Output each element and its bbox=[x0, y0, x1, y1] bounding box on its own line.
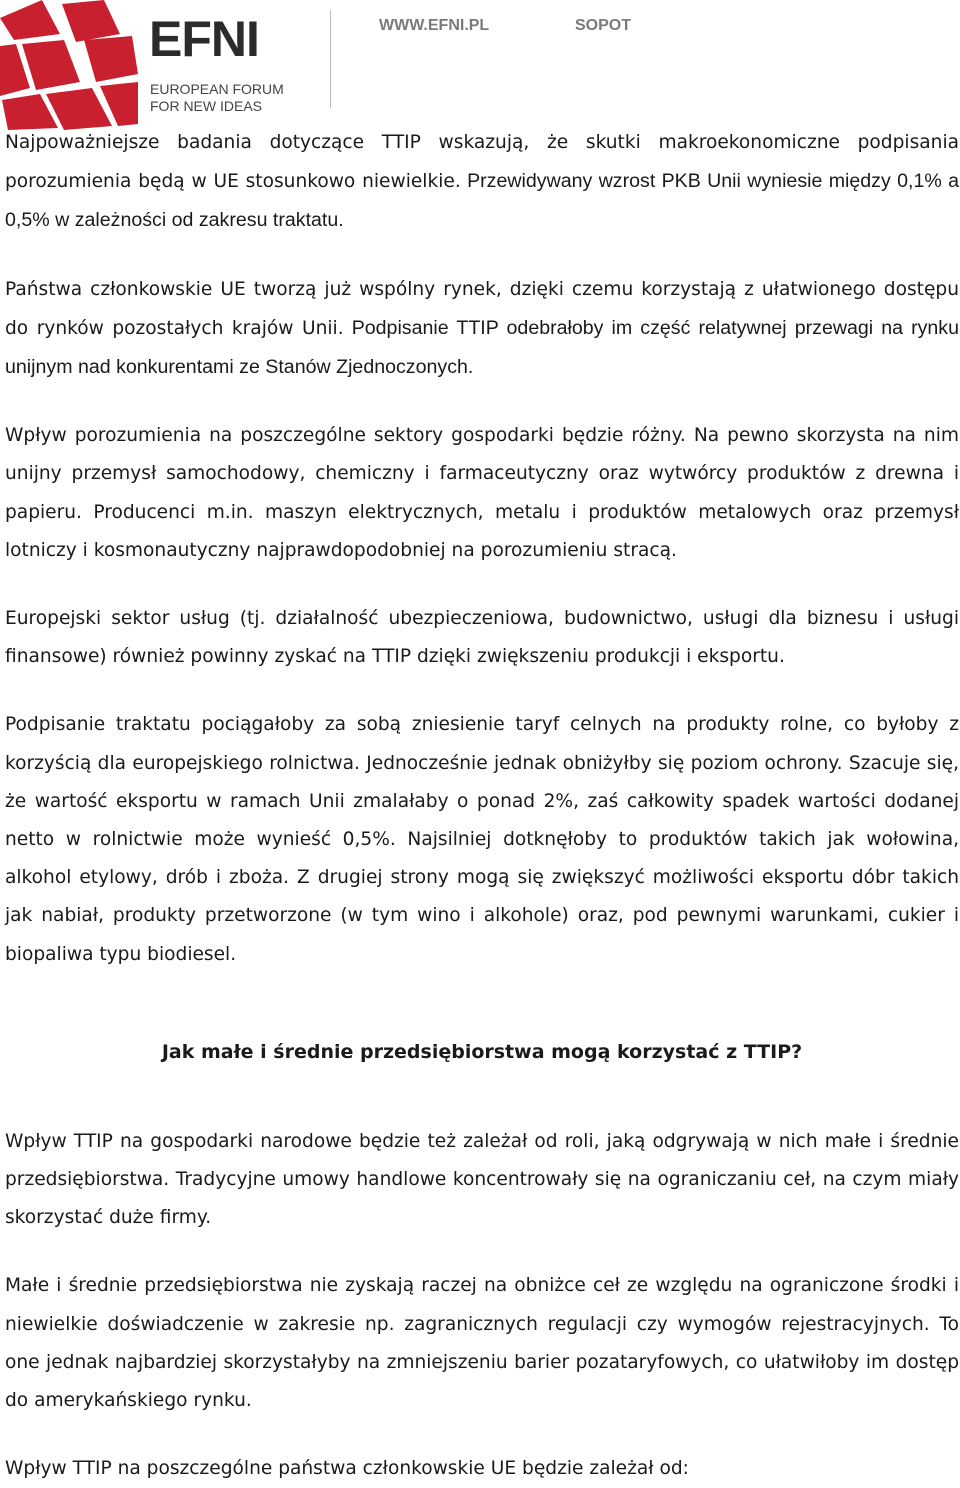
paragraph-sectors: Wpływ porozumienia na poszczególne sektory gospodarki będzie różny. Na pewno skorzysta na nim unijny przemysł samochodowy, chemiczny i farmaceutyczny oraz wytwórcy produktów z drewna i papieru. Producenci m.in. maszyn elektrycznych, metalu i produktów metalowych oraz przemysł lotniczy i kosmonautyczny najprawdopodobniej na porozumieniu stracą. bbox=[5, 425, 959, 561]
paragraph-agriculture: Podpisanie traktatu pociągałoby za sobą zniesienie taryf celnych na produkty rolne, co byłoby z korzyścią dla europejskiego rolnictwa. Jednocześnie jednak obniżyłby się poziom ochrony. Szacuje się, że wartość eksportu w ramach Unii zmalałaby o ponad 2%, zaś całkowity spadek wartości dodanej netto w rolnictwie może wynieść 0,5%. Najsilniej dotknęłoby to produktów takich jak wołowina, alkohol etylowy, drób i zboża. Z drugiej strony mogą się zwiększyć możliwości eksportu dóbr takich jak nabiał, produkty przetworzone (w tym wino i alkohole) oraz, pod pewnymi warunkami, cukier i biopaliwa typu biodiesel. bbox=[5, 714, 959, 965]
paragraph-text-condensed: Podpisanie TTIP odebrałoby im część relatywnej przewagi na rynku unijnym nad konkurentami ze Stanów Zjednoczonych. bbox=[5, 316, 959, 379]
section-heading: Jak małe i średnie przedsiębiorstwa mogą korzystać z TTIP? bbox=[161, 1040, 803, 1063]
brand-subtitle bbox=[150, 81, 284, 115]
paragraph-single-market bbox=[5, 271, 959, 388]
paragraph-gdp-impact bbox=[5, 124, 959, 241]
efni-logo-mark-icon bbox=[0, 0, 140, 130]
document-body bbox=[5, 124, 959, 1488]
paragraph-text: Państwa członkowskie UE tworzą już wspólny rynek, dzięki czemu korzystają z ułatwionego dostępu do rynków pozostałych krajów Unii. bbox=[5, 278, 959, 339]
brand-subtitle-line-1: EUROPEAN FORUM bbox=[150, 81, 284, 97]
website-url[interactable]: WWW.EFNI.PL bbox=[379, 17, 490, 34]
paragraph-services: Europejski sektor usług (tj. działalność ubezpieczeniowa, budownictwo, usługi dla biznesu i usługi finansowe) również powinny zyskać na TTIP dzięki zwiększeniu produkcji i eksportu. bbox=[5, 608, 959, 668]
paragraph-text-condensed: Przewidywany wzrost PKB Unii wyniesie między 0,1% a 0,5% w zależności od zakresu traktatu. bbox=[5, 170, 960, 232]
paragraph-sme-role: Wpływ TTIP na gospodarki narodowe będzie też zależał od roli, jaką odgrywają w nich małe i średnie przedsiębiorstwa. Tradycyjne umowy handlowe koncentrowały się na ograniczaniu ceł, na czym miały skorzystać duże firmy. bbox=[5, 1130, 959, 1229]
city-label: SOPOT bbox=[575, 17, 632, 34]
paragraph-member-states: Wpływ TTIP na poszczególne państwa członkowskie UE będzie zależał od: bbox=[5, 1458, 689, 1480]
page-header bbox=[0, 0, 960, 118]
header-divider bbox=[330, 10, 331, 108]
paragraph-text: Najpoważniejsze badania dotyczące TTIP wskazują, że skutki makroekonomiczne podpisania porozumienia będą w UE stosunkowo niewielkie. bbox=[5, 132, 959, 193]
paragraph-sme-barriers: Małe i średnie przedsiębiorstwa nie zyskają raczej na obniżce ceł ze względu na ograniczone środki i niewielkie doświadczenie w zakresie np. zagranicznych regulacji czy wymogów rejestracyjnych. To one jednak najbardziej skorzystałyby na zmniejszeniu barier pozataryfowych, co ułatwiłoby im dostęp do amerykańskiego rynku. bbox=[5, 1275, 959, 1412]
brand-subtitle-line-2: FOR NEW IDEAS bbox=[150, 98, 263, 114]
brand-name: EFNI bbox=[149, 11, 259, 67]
